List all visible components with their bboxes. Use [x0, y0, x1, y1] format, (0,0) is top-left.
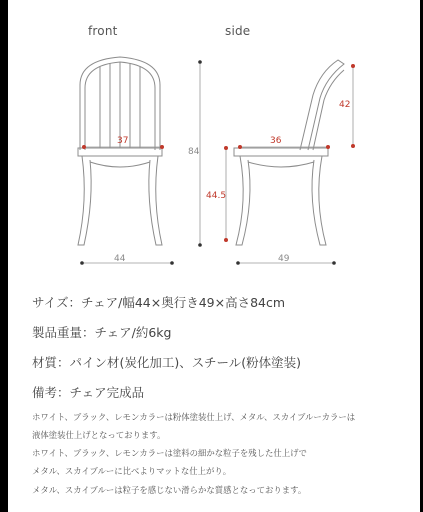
side-view-label: side	[225, 24, 251, 38]
spec-size: サイズ：チェア/幅44×奥行き49×高さ84cm	[32, 295, 286, 310]
front-view-label: front	[88, 24, 118, 38]
seat-height-label: 44.5	[206, 191, 227, 201]
front-chair-drawing	[78, 57, 162, 245]
spec-weight: 製品重量：チェア/約6kg	[32, 325, 172, 340]
spec-remarks: 備考：チェア完成品	[32, 385, 145, 400]
chair-dimension-diagram	[8, 0, 420, 285]
black-markers	[80, 60, 336, 265]
side-back-height-label: 42	[339, 100, 351, 110]
note-line: ホワイト、ブラック、レモンカラーは塗料の細かな粒子を残した仕上げで	[32, 448, 307, 458]
front-total-width-label: 44	[114, 254, 126, 264]
side-chair-drawing	[234, 60, 344, 245]
side-total-depth-label: 49	[278, 254, 290, 264]
side-seat-depth-label: 36	[270, 136, 282, 146]
note-line: ホワイト、ブラック、レモンカラーは粉体塗装仕上げ、メタル、スカイブルーカラーは	[32, 412, 356, 422]
note-line: メタル、スカイブルーに比べよりマットな仕上がり。	[32, 466, 232, 476]
chair-drawings	[8, 0, 420, 285]
front-seat-width-label: 37	[117, 136, 129, 146]
total-height-label: 84	[188, 147, 200, 157]
note-line: メタル、スカイブルーは粒子を感じない滑らかな質感となっております。	[32, 485, 307, 495]
spec-material: 材質：パイン材(炭化加工)、スチール(粉体塗装)	[32, 355, 302, 370]
product-spec-page	[8, 0, 420, 512]
note-line: 液体塗装仕上げとなっております。	[32, 430, 166, 440]
